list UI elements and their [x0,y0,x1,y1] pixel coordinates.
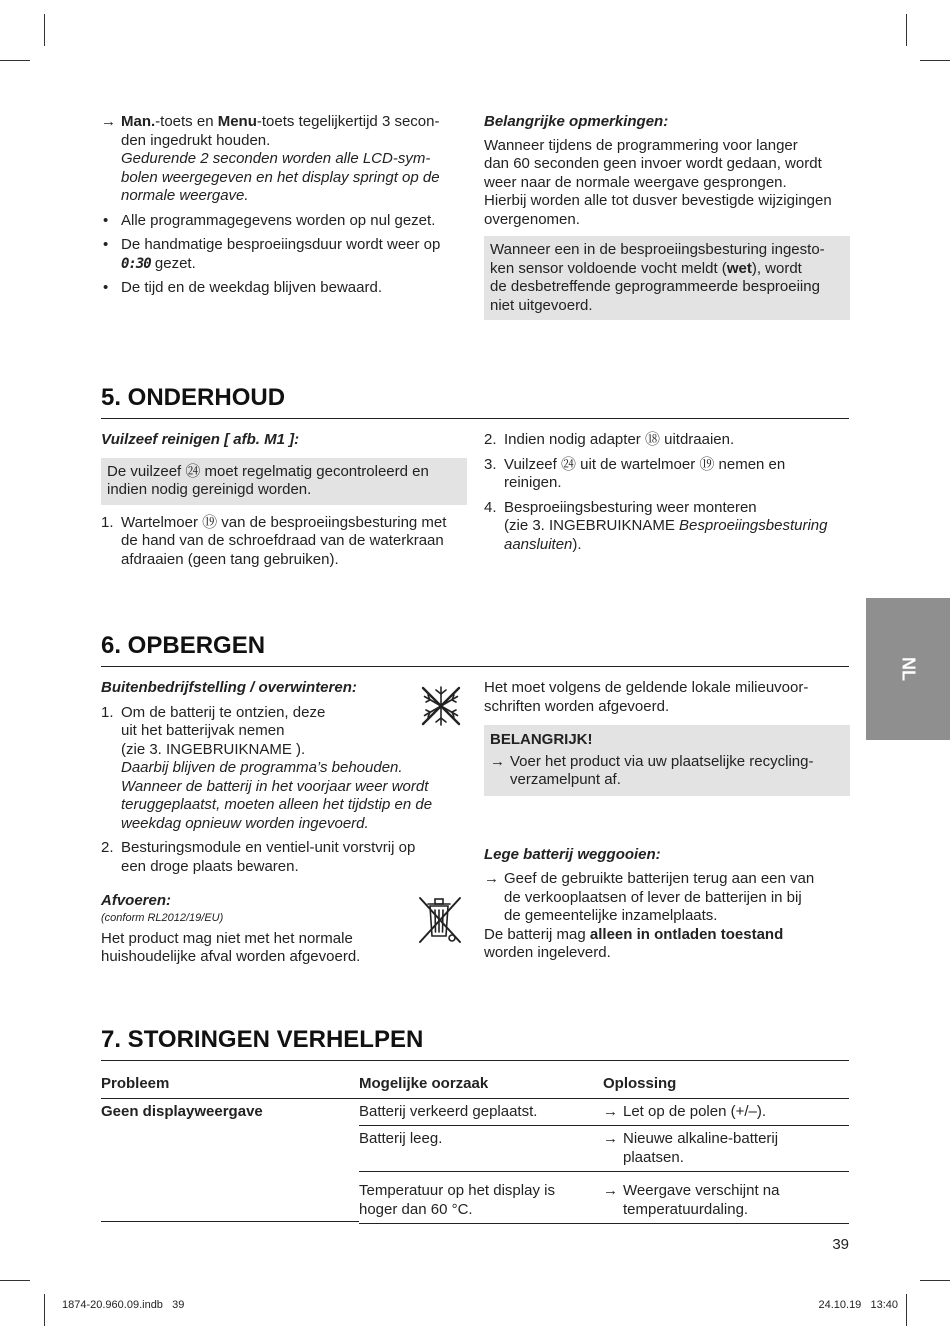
step-text: ). [572,535,582,553]
section-heading-storingen: 7. STORINGEN VERHELPEN [101,1026,849,1061]
step-text: de hand van de schroefdraad van de waterkraan [121,532,444,549]
step-text: uit het batterijvak nemen [121,722,285,739]
lcd-value: 0:30 [121,255,151,272]
notes-text: Wanneer tijdens de programmering voor langer [484,136,798,154]
cause-text: Temperatuur op het display is [359,1182,555,1199]
column-header: Probleem [101,1075,170,1092]
bullet-icon: • [103,279,109,296]
battery-text: Geef de gebruikte batterijen terug aan een van [504,870,815,887]
solution-text: plaatsen. [623,1148,684,1166]
step-text: -toets en [155,113,218,130]
box-text: ken sensor voldoende vocht meldt ( [490,259,727,277]
list-item [101,704,467,834]
arrow-icon: → [484,870,499,887]
step-text-italic: aansluiten [504,535,573,553]
list-item [484,499,850,555]
notes-text: weer naar de normale weergave gesprongen. [484,173,787,191]
filter-note-box [101,458,467,505]
battery-step [484,870,850,926]
list-item-text: Alle programmagegevens worden op nul gezet. [121,211,436,229]
crossed-bin-icon [416,894,464,946]
section-heading-onderhoud: 5. ONDERHOUD [101,384,849,419]
opbergen-right [484,679,850,963]
solution-cell [603,1098,849,1126]
crop-mark [920,60,950,61]
box-text: De vuilzeef ㉔ moet regelmatig gecontroleerd en [107,462,429,480]
step-note: Wanneer de batterij in het voorjaar weer wordt [121,777,429,795]
step-text: Om de batterij te ontzien, deze [121,703,326,721]
arrow-icon: → [490,752,505,770]
notes-title: Belangrijke opmerkingen: [484,113,669,130]
crop-mark [906,14,907,46]
battery-title: Lege batterij weggooien: [484,845,661,863]
table-row [101,1098,849,1126]
subsection-title: Vuilzeef reinigen [ afb. M1 ]: [101,431,300,448]
section-heading-opbergen: 6. OPBERGEN [101,632,849,667]
box-text: indien nodig gereinigd worden. [107,481,312,498]
solution-cell [603,1126,849,1172]
list-item [101,212,467,231]
problem-cell: Geen displayweergave [101,1098,359,1224]
arrow-icon: → [101,113,116,130]
notes-text: dan 60 seconden geen invoer wordt gedaan, wordt [484,155,822,172]
battery-text: De batterij mag [484,925,590,943]
step-note: Gedurende 2 seconden worden alle LCD-sym- [121,150,431,167]
step-number: 2. [101,839,114,856]
step-text: (zie 3. INGEBRUIKNAME [504,517,680,534]
list-item [101,839,467,876]
box-text: Voer het product via uw plaatselijke recycling- [510,752,814,770]
crop-mark [920,1280,950,1281]
arrow-icon: → [603,1182,618,1199]
crop-mark [44,1294,45,1326]
step-number: 1. [101,703,114,721]
step-text: reinigen. [504,474,562,491]
solution-text: Weergave verschijnt na [623,1182,780,1199]
step-text: -toets tegelijkertijd 3 secon- [256,113,440,130]
solution-step [603,1130,849,1167]
crop-mark [44,14,45,46]
notes-text: Hierbij worden alle tot dusver bevestigde wijzigingen [484,192,832,209]
step-note: normale weergave. [121,187,249,204]
opbergen-left [101,679,467,967]
language-tab-label: NL [898,657,919,681]
step-text: Indien nodig adapter ⑱ uitdraaien. [504,431,735,448]
table-bottom-rule [101,1221,359,1222]
list-item [484,456,850,493]
step-text: den ingedrukt houden. [121,131,271,149]
solution-text: Nieuwe alkaline-batterij [623,1130,779,1147]
step-note: bolen weergegeven en het display springt op de [121,168,440,186]
step-text: Besproeiingsbesturing weer monteren [504,498,757,516]
step-note: Daarbij blijven de programma’s behouden. [121,759,403,776]
directive-note: (conform RL2012/19/EU) [101,911,224,924]
list-item-text: De handmatige besproeiingsduur wordt weer op [121,236,441,253]
step-text: afdraaien (geen tang gebruiken). [121,550,339,568]
cause-text: Batterij verkeerd geplaatst. [359,1102,538,1120]
box-text: ), wordt [751,259,802,277]
cause-cell [359,1126,603,1172]
step-text: Besturingsmodule en ventiel-unit vorstvrij op [121,839,416,856]
disposal-text: Het product mag niet met het normale [101,929,353,947]
battery-text: de gemeentelijke inzamelplaats. [504,907,718,924]
step-note: teruggeplaatst, moeten alleen het tijdstip en de [121,796,433,813]
language-tab [866,598,950,740]
arrow-icon: → [603,1102,618,1120]
solution-cell [603,1172,849,1224]
step-text: een droge plaats bewaren. [121,857,299,875]
box-text: niet uitgevoerd. [490,296,593,314]
menu-key-label: Menu [217,113,257,130]
list-item [101,279,467,298]
column-header: Mogelijke oorzaak [359,1075,489,1092]
afvoeren-title: Afvoeren: [101,892,172,909]
list-item [484,431,850,450]
table-header-row [101,1071,849,1098]
step-number: 2. [484,431,497,448]
step-note: weekdag opnieuw worden ingevoerd. [121,814,369,832]
crop-mark [0,60,30,61]
step-number: 4. [484,498,497,516]
box-text: de desbetreffende geprogrammeerde besproeiing [490,278,820,295]
list-item [101,236,467,273]
important-title: BELANGRIJK! [490,731,593,748]
man-key-label: Man. [121,113,156,130]
step-number: 1. [101,513,114,531]
onderhoud-right [484,431,850,554]
step-text: Wartelmoer ⑲ van de besproeiingsbesturing met [121,513,447,531]
cause-cell [359,1172,603,1224]
disposal-text: Het moet volgens de geldende lokale milieuvoor- [484,679,809,696]
disposal-text: huishoudelijke afval worden afgevoerd. [101,948,361,965]
solution-text: Let op de polen (+/–). [623,1102,767,1120]
battery-text: worden ingeleverd. [484,944,611,961]
cause-text: hoger dan 60 °C. [359,1200,473,1218]
step-text: Vuilzeef ㉔ uit de wartelmoer ⑲ nemen en [504,455,786,473]
important-step [490,753,844,790]
troubleshooting-table [101,1071,849,1224]
step-text: (zie 3. INGEBRUIKNAME ). [121,740,306,758]
solution-step [603,1103,849,1122]
solution-step [603,1182,849,1219]
bullet-icon: • [103,211,109,229]
footer-file-info: 1874-20.960.09.indb 39 [62,1299,185,1311]
sensor-note-box [484,236,850,320]
cause-text: Batterij leeg. [359,1130,443,1147]
crop-mark [906,1294,907,1326]
box-text: Wanneer een in de besproeiingsbesturing ingesto- [490,241,825,258]
box-text: verzamelpunt af. [510,771,621,788]
page-number: 39 [832,1236,849,1253]
list-item-text: gezet. [150,254,196,272]
step-number: 3. [484,455,497,473]
bullet-icon: • [103,236,109,253]
crop-mark [0,1280,30,1281]
notes-text: overgenomen. [484,210,580,228]
important-box [484,725,850,796]
column-header: Oplossing [603,1075,677,1092]
arrow-icon: → [603,1130,618,1147]
disposal-text: schriften worden afgevoerd. [484,697,670,715]
reset-instructions [101,113,467,298]
solution-text: temperatuurdaling. [623,1200,749,1218]
list-item [101,514,467,570]
snowflake-crossed-icon [418,683,464,729]
step-text-italic: Besproeiingsbesturing [679,517,828,534]
important-notes [484,113,850,320]
wet-label: wet [726,259,752,277]
battery-text: de verkooplaatsen of lever de batterijen in bij [504,888,802,906]
subsection-title: Buitenbedrijfstelling / overwinteren: [101,679,357,696]
battery-text-bold: alleen in ontladen toestand [589,925,784,943]
onderhoud-left [101,431,467,569]
reset-step [101,113,467,206]
footer-timestamp: 24.10.19 13:40 [818,1299,898,1311]
list-item-text: De tijd en de weekdag blijven bewaard. [121,279,382,296]
cause-cell [359,1098,603,1126]
